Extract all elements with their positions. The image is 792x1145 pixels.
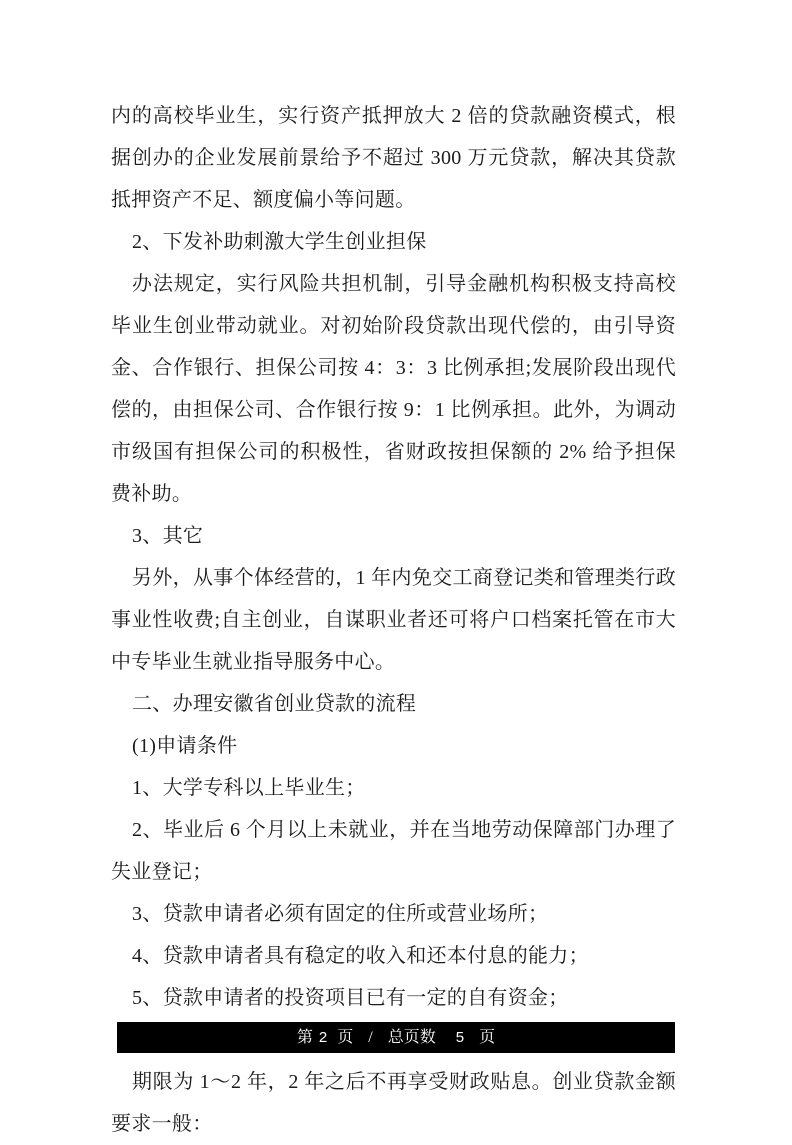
paragraph: 2、毕业后 6 个月以上未就业，并在当地劳动保障部门办理了失业登记； (111, 819, 676, 883)
paragraph: 另外，从事个体经营的，1 年内免交工商登记类和管理类行政事业性收费;自主创业，自谋职业者还可将户口档案托管在市大中专毕业生就业指导服务中心。 (111, 567, 676, 673)
page-footer-bar (117, 1022, 675, 1053)
paragraph: 办法规定，实行风险共担机制，引导金融机构积极支持高校毕业生创业带动就业。对初始阶段贷款出现代偿的，由引导资金、合作银行、担保公司按 4：3：3 比例承担;发展阶段出现代偿的，由担保公司、合作银行按 9：1 比例承担。此外，为调动市级国有担保公司的积极性，省财政按担保额的 2% 给予担保费补助。 (111, 273, 676, 505)
footer-page-word-after: 页 (337, 1029, 354, 1046)
footer-page-word-before: 第 (296, 1029, 313, 1046)
paragraph: 内的高校毕业生，实行资产抵押放大 2 倍的贷款融资模式，根据创办的企业发展前景给予不超过 300 万元贷款，解决其贷款抵押资产不足、额度偏小等问题。 (111, 105, 676, 211)
paragraph: (1)申请条件 (132, 735, 238, 757)
paragraph: 期限为 1～2 年，2 年之后不再享受财政贴息。创业贷款金额要求一般： (111, 1071, 676, 1135)
paragraph: 二、办理安徽省创业贷款的流程 (132, 693, 417, 715)
paragraph: 2、下发补助刺激大学生创业担保 (132, 231, 427, 253)
document-body (111, 95, 676, 1145)
footer-total-label: 总页数 (387, 1029, 436, 1046)
paragraph: 5、贷款申请者的投资项目已有一定的自有资金； (132, 987, 569, 1009)
footer-separator-slash: / (368, 1029, 373, 1046)
footer-current-page: 2 (318, 1029, 328, 1046)
footer-total-pages: 5 (455, 1029, 465, 1046)
footer-total-unit: 页 (479, 1029, 496, 1046)
paragraph: 3、其它 (132, 525, 204, 547)
paragraph: 1、大学专科以上毕业生； (132, 777, 366, 799)
paragraph: 3、贷款申请者必须有固定的住所或营业场所； (132, 903, 549, 925)
paragraph: 4、贷款申请者具有稳定的收入和还本付息的能力； (132, 945, 589, 967)
